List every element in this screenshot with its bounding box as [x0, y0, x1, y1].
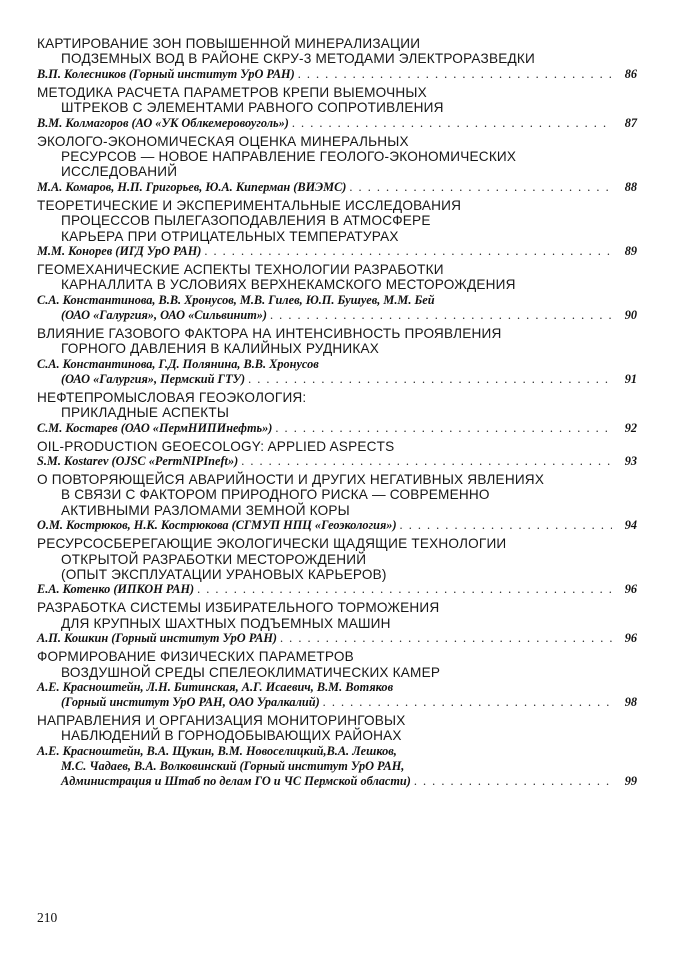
author-line: [37, 244, 637, 259]
title-line: РЕСУРСОВ — НОВОЕ НАПРАВЛЕНИЕ ГЕОЛОГО-ЭКОНОМИЧЕСКИХ: [61, 149, 517, 165]
title-line: НЕФТЕПРОМЫСЛОВАЯ ГЕОЭКОЛОГИЯ:: [37, 389, 307, 405]
title-line: ПРОЦЕССОВ ПЫЛЕГАЗОПОДАВЛЕНИЯ В АТМОСФЕРЕ: [61, 213, 431, 229]
toc-entry: [37, 390, 637, 436]
author-line: [37, 695, 637, 710]
toc-entry: [37, 472, 637, 533]
entry-title: [37, 85, 637, 116]
dot-leader: [270, 308, 612, 323]
entry-authors: [37, 244, 637, 259]
title-line: АКТИВНЫМИ РАЗЛОМАМИ ЗЕМНОЙ КОРЫ: [61, 502, 350, 518]
author-text: (Горный институт УрО РАН, ОАО Уралкалий): [61, 694, 320, 709]
entry-page-number: 92: [624, 420, 637, 435]
author-text: С.М. Костарев (ОАО «ПермНИПИнефть»): [37, 420, 273, 435]
entry-title: [37, 713, 637, 744]
author-line: С.А. Константинова, В.В. Хронусов, М.В. Гилев, Ю.П. Бушуев, М.М. Бей: [37, 292, 435, 307]
title-line: (ОПЫТ ЭКСПЛУАТАЦИИ УРАНОВЫХ КАРЬЕРОВ): [61, 566, 387, 582]
toc-entry: [37, 536, 637, 597]
title-line: ГЕОМЕХАНИЧЕСКИЕ АСПЕКТЫ ТЕХНОЛОГИИ РАЗРАБОТКИ: [37, 262, 444, 278]
title-line: ШТРЕКОВ С ЭЛЕМЕНТАМИ РАВНОГО СОПРОТИВЛЕНИЯ: [61, 100, 444, 116]
entry-authors: [37, 421, 637, 436]
title-line: КАРЬЕРА ПРИ ОТРИЦАТЕЛЬНЫХ ТЕМПЕРАТУРАХ: [61, 228, 399, 244]
title-line: ДЛЯ КРУПНЫХ ШАХТНЫХ ПОДЪЕМНЫХ МАШИН: [61, 615, 391, 631]
entry-title: [37, 390, 637, 421]
entry-authors: [37, 116, 637, 131]
title-line: ПРИКЛАДНЫЕ АСПЕКТЫ: [61, 405, 230, 421]
entry-page-number: 96: [624, 582, 637, 597]
author-text: Е.А. Котенко (ИПКОН РАН): [37, 582, 195, 597]
dot-leader: [204, 244, 612, 259]
entry-page-number: 93: [624, 453, 637, 468]
title-line: ВОЗДУШНОЙ СРЕДЫ СПЕЛЕОКЛИМАТИЧЕСКИХ КАМЕР: [61, 664, 441, 680]
author-text: О.М. Кострюков, Н.К. Кострюкова (СГМУП НПЦ «Геоэкология»): [37, 518, 397, 533]
author-line: М.С. Чадаев, В.А. Волковинский (Горный институт УрО РАН,: [61, 758, 405, 773]
entry-title: [37, 536, 637, 582]
title-line: МЕТОДИКА РАСЧЕТА ПАРАМЕТРОВ КРЕПИ ВЫЕМОЧНЫХ: [37, 84, 427, 100]
entry-page-number: 91: [624, 371, 637, 386]
toc-entry: [37, 85, 637, 131]
dot-leader: [241, 454, 612, 469]
author-text: Администрация и Штаб по делам ГО и ЧС Пермской области): [61, 773, 411, 788]
entry-page-number: 96: [624, 631, 637, 646]
entry-authors: [37, 631, 637, 646]
title-line: РАЗРАБОТКА СИСТЕМЫ ИЗБИРАТЕЛЬНОГО ТОРМОЖЕНИЯ: [37, 600, 440, 616]
author-text: В.М. Колмагоров (АО «УК Облкемеровоуголь»): [37, 115, 289, 130]
title-line: НАПРАВЛЕНИЯ И ОРГАНИЗАЦИЯ МОНИТОРИНГОВЫХ: [37, 712, 406, 728]
title-line: ГОРНОГО ДАВЛЕНИЯ В КАЛИЙНЫХ РУДНИКАХ: [61, 341, 380, 357]
toc-entry: [37, 36, 637, 82]
dot-leader: [280, 631, 612, 646]
dot-leader: [400, 518, 612, 533]
author-line: [37, 582, 637, 597]
entry-title: [37, 198, 637, 244]
title-line: О ПОВТОРЯЮЩЕЙСЯ АВАРИЙНОСТИ И ДРУГИХ НЕГАТИВНЫХ ЯВЛЕНИЯХ: [37, 471, 545, 487]
toc-entry: [37, 326, 637, 387]
entry-title: [37, 134, 637, 180]
entry-page-number: 86: [624, 66, 637, 81]
entry-title: [37, 600, 637, 631]
title-line: ОТКРЫТОЙ РАЗРАБОТКИ МЕСТОРОЖДЕНИЙ: [61, 551, 367, 567]
entry-authors: [37, 582, 637, 597]
author-line: А.Е. Красноштейн, В.А. Щукин, В.М. Новоселицкий,В.А. Лешков,: [37, 743, 397, 758]
author-line: С.А. Константинова, Г.Д. Полянина, В.В. Хронусов: [37, 356, 319, 371]
author-line: [37, 631, 637, 646]
dot-leader: [298, 67, 612, 82]
toc-entry: [37, 713, 637, 789]
entry-authors: [37, 180, 637, 195]
author-line: [37, 372, 637, 387]
entry-authors: [37, 293, 637, 323]
author-line: [37, 421, 637, 436]
title-line: ТЕОРЕТИЧЕСКИЕ И ЭКСПЕРИМЕНТАЛЬНЫЕ ИССЛЕДОВАНИЯ: [37, 197, 462, 213]
title-line: ЭКОЛОГО-ЭКОНОМИЧЕСКАЯ ОЦЕНКА МИНЕРАЛЬНЫХ: [37, 133, 409, 149]
author-text: S.M. Kostarev (OJSC «PermNIPIneft»): [37, 453, 239, 468]
entry-title: [37, 649, 637, 680]
toc-entry: [37, 262, 637, 323]
entry-authors: [37, 357, 637, 387]
author-line: [37, 774, 637, 789]
toc-entry: [37, 600, 637, 646]
table-of-contents: [37, 36, 637, 792]
dot-leader: [323, 695, 612, 710]
author-line: А.Е. Красноштейн, Л.Н. Битинская, А.Г. Исаевич, В.М. Вотяков: [37, 679, 394, 694]
title-line: ФОРМИРОВАНИЕ ФИЗИЧЕСКИХ ПАРАМЕТРОВ: [37, 649, 354, 665]
dot-leader: [349, 180, 612, 195]
toc-entry: [37, 134, 637, 195]
entry-page-number: 87: [624, 115, 637, 130]
author-text: А.П. Кошкин (Горный институт УрО РАН): [37, 631, 278, 646]
entry-title: [37, 36, 637, 67]
author-line: [37, 454, 637, 469]
title-line: ПОДЗЕМНЫХ ВОД В РАЙОНЕ СКРУ-3 МЕТОДАМИ ЭЛЕКТРОРАЗВЕДКИ: [61, 51, 535, 67]
dot-leader: [414, 774, 612, 789]
title-line: НАБЛЮДЕНИЙ В ГОРНОДОБЫВАЮЩИХ РАЙОНАХ: [61, 728, 402, 744]
author-line: [37, 67, 637, 82]
entry-page-number: 98: [624, 694, 637, 709]
author-text: М.А. Комаров, Н.П. Григорьев, Ю.А. Киперман (ВИЭМС): [37, 179, 347, 194]
entry-title: [37, 472, 637, 518]
dot-leader: [292, 116, 612, 131]
title-line: OIL-PRODUCTION GEOECOLOGY: APPLIED ASPECTS: [37, 438, 395, 454]
dot-leader: [197, 582, 612, 597]
author-line: [37, 518, 637, 533]
title-line: КАРТИРОВАНИЕ ЗОН ПОВЫШЕННОЙ МИНЕРАЛИЗАЦИИ: [37, 36, 421, 51]
title-line: ИССЛЕДОВАНИЙ: [61, 164, 178, 180]
dot-leader: [275, 421, 612, 436]
author-text: (ОАО «Галургия», ОАО «Сильвинит»): [61, 307, 268, 322]
dot-leader: [248, 372, 612, 387]
title-line: КАРНАЛЛИТА В УСЛОВИЯХ ВЕРХНЕКАМСКОГО МЕСТОРОЖДЕНИЯ: [61, 277, 516, 293]
entry-page-number: 99: [624, 773, 637, 788]
entry-authors: [37, 454, 637, 469]
entry-page-number: 89: [624, 244, 637, 259]
entry-title: [37, 439, 637, 454]
title-line: РЕСУРСОСБЕРЕГАЮЩИЕ ЭКОЛОГИЧЕСКИ ЩАДЯЩИЕ ТЕХНОЛОГИИ: [37, 536, 507, 552]
entry-authors: [37, 744, 637, 789]
entry-authors: [37, 67, 637, 82]
toc-entry: [37, 439, 637, 469]
author-text: М.М. Конорев (ИГД УрО РАН): [37, 244, 202, 259]
entry-page-number: 88: [624, 179, 637, 194]
entry-page-number: 94: [624, 518, 637, 533]
author-text: (ОАО «Галургия», Пермский ГТУ): [61, 371, 246, 386]
entry-title: [37, 262, 637, 293]
entry-authors: [37, 518, 637, 533]
title-line: ВЛИЯНИЕ ГАЗОВОГО ФАКТОРА НА ИНТЕНСИВНОСТЬ ПРОЯВЛЕНИЯ: [37, 325, 502, 341]
toc-entry: [37, 649, 637, 710]
title-line: В СВЯЗИ С ФАКТОРОМ ПРИРОДНОГО РИСКА — СОВРЕМЕННО: [61, 487, 490, 503]
author-line: [37, 116, 637, 131]
toc-entry: [37, 198, 637, 259]
entry-page-number: 90: [624, 307, 637, 322]
author-text: В.П. Колесников (Горный институт УрО РАН): [37, 66, 295, 81]
author-line: [37, 308, 637, 323]
page-number: 210: [37, 910, 58, 925]
entry-title: [37, 326, 637, 357]
entry-authors: [37, 680, 637, 710]
author-line: [37, 180, 637, 195]
